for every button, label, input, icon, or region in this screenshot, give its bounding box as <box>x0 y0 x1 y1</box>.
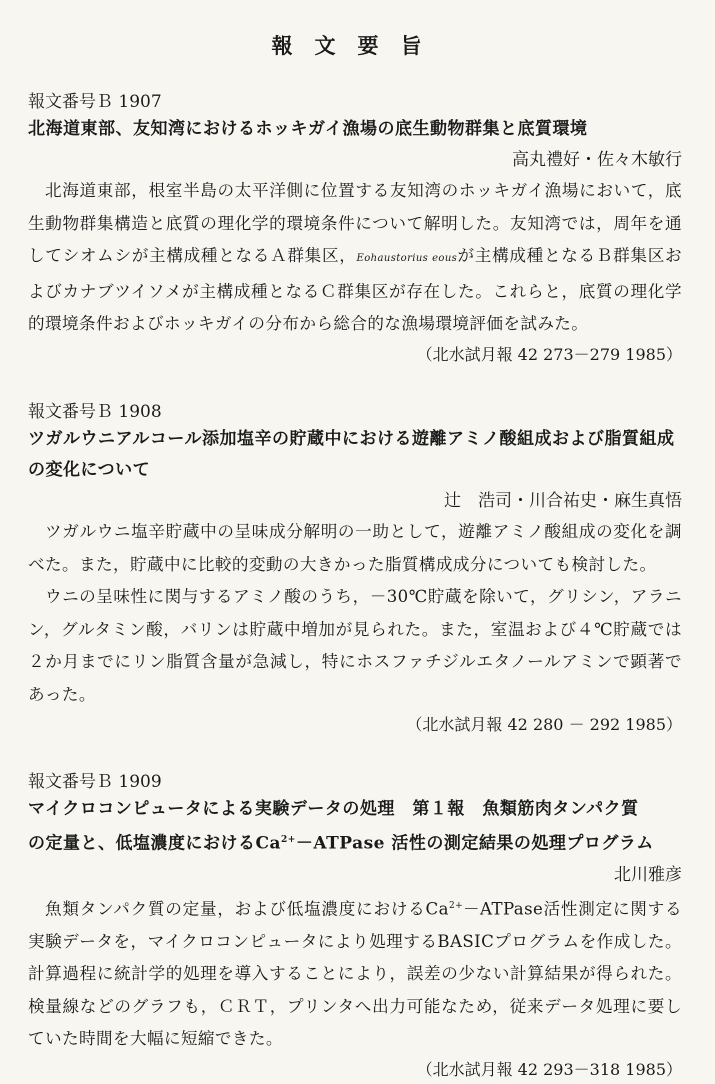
report-title-line <box>28 825 682 860</box>
abstract-text <box>28 890 682 1056</box>
abstract-text-part: 魚類タンパク質の定量，および低塩濃度におけるCa <box>45 899 449 919</box>
citation: （北水試月報 42 280 － 292 1985） <box>406 715 682 734</box>
report-number: 報文番号Ｂ 1909 <box>28 772 162 792</box>
abstract-text <box>28 175 682 341</box>
report-title: 北海道東部、友知湾におけるホッキガイ漁場の底生動物群集と底質環境 <box>28 119 588 139</box>
abstract-text-part: が主構成種となるＢ群集区およびカナブツイソメが主構成種となるＣ群集区が存在した。これらと，底質の理化学的環境条件およびホッキガイの分布から総合的な漁場環境評価を試みた。 <box>28 246 682 333</box>
report-title <box>28 794 682 860</box>
report-authors: 辻 浩司・川合祐史・麻生真悟 <box>444 491 682 511</box>
report-authors: 高丸禮好・佐々木敏行 <box>512 150 682 170</box>
report-title-part: の定量と、低塩濃度におけるCa <box>28 833 282 854</box>
abstract-text-part: 北海道東部，根室半島の太平洋側に位置する友知湾のホッキガイ漁場において，底生動物群集構造と底質の理化学的環境条件について解明した。友知湾では，周年を通してシオムシが主構成種となるＡ群集区， <box>28 181 682 265</box>
report-title-line: マイクロコンピュータによる実験データの処理 第１報 魚類筋肉タンパク質 <box>28 799 639 819</box>
abstract-text-part: －ATPase活性測定に関する実験データを，マイクロコンピュータにより処理するBASICプログラムを作成した。計算過程に統計学的処理を導入することにより，誤差の少ない計算結果が得られた。検量線などのグラフも，ＣＲＴ，プリンタへ出力可能なため，従来データ処理に要していた時間を大幅に短縮できた。 <box>28 899 683 1049</box>
abstract-entry <box>28 90 682 369</box>
abstract-entry <box>28 400 682 739</box>
report-number: 報文番号Ｂ 1908 <box>28 402 162 422</box>
abstract-entry <box>28 770 682 1084</box>
superscript: 2+ <box>448 900 464 911</box>
citation: （北水試月報 42 293－318 1985） <box>416 1059 682 1079</box>
abstract-text: ツガルウニ塩辛貯蔵中の呈味成分解明の一助として，遊離アミノ酸組成の変化を調べた。また，貯蔵中に比較的変動の大きかった脂質構成成分についても検討した。 <box>28 522 682 574</box>
species-name: Eohaustorius eous <box>356 253 458 264</box>
report-title-part: －ATPase 活性の測定結果の処理プログラム <box>295 833 654 854</box>
citation: （北水試月報 42 273－279 1985） <box>416 344 682 364</box>
report-number: 報文番号Ｂ 1907 <box>28 92 162 112</box>
abstract-text: ウニの呈味性に関与するアミノ酸のうち，－30℃貯蔵を除いて，グリシン，アラニン，グルタミン酸，バリンは貯蔵中増加が見られた。また，室温および４℃貯蔵では２か月までにリン脂質含量が急減し，特にホスファチジルエタノールアミンで顕著であった。 <box>28 587 682 704</box>
page-title: 報文要旨 <box>271 33 444 58</box>
superscript: 2+ <box>281 835 296 845</box>
report-authors: 北川雅彦 <box>614 864 682 885</box>
report-title: ツガルウニアルコール添加塩辛の貯蔵中における遊離アミノ酸組成および脂質組成の変化について <box>28 429 675 480</box>
